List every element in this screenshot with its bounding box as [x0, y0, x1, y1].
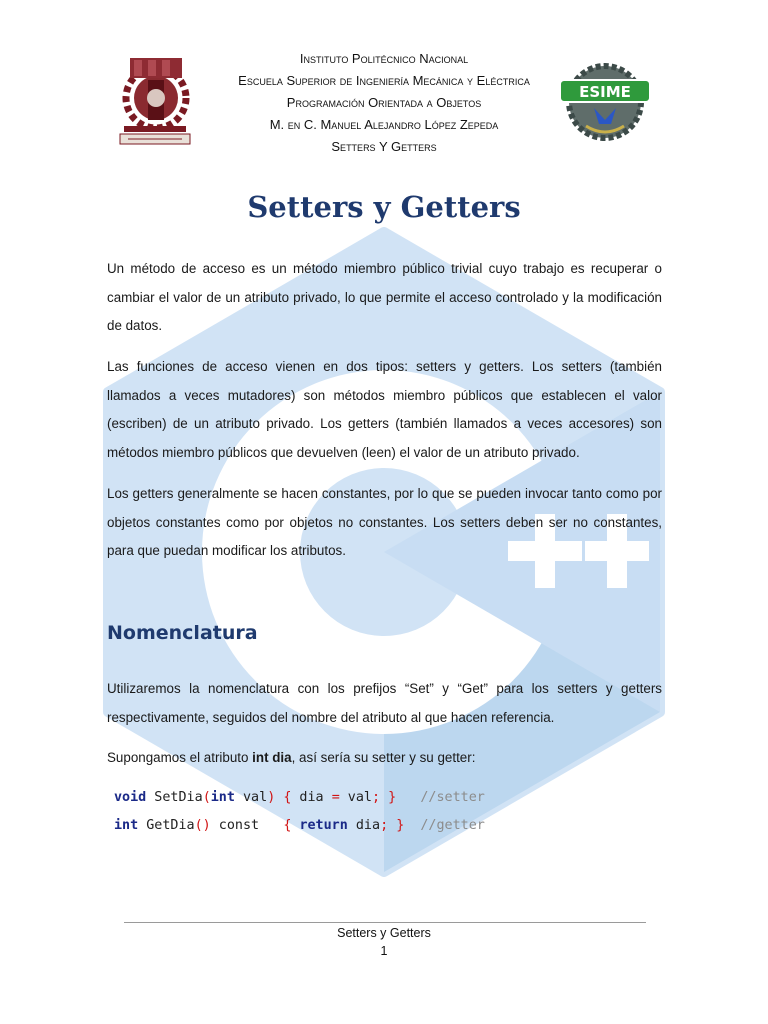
- code-identifier: dia: [347, 818, 381, 833]
- section-heading-nomenclature: Nomenclatura: [107, 622, 258, 644]
- footer-divider: [124, 922, 646, 923]
- code-symbol: {: [283, 790, 292, 805]
- code-symbol: }: [396, 818, 405, 833]
- header-school: Escuela Superior de Ingeniería Mecánica y Eléctrica: [238, 73, 530, 88]
- code-symbol: ;: [380, 818, 389, 833]
- code-keyword: return: [299, 818, 348, 833]
- code-keyword: int: [114, 818, 139, 833]
- code-keyword: void: [114, 790, 147, 805]
- paragraph-const-getters: Los getters generalmente se hacen constantes, por lo que se pueden invocar tanto como por objetos constantes como por objetos no constantes. Los setters deben ser no constantes, para que puedan modificar los atributos.: [107, 486, 662, 558]
- page-number: 1: [380, 944, 388, 958]
- code-identifier: val: [234, 790, 268, 805]
- header-institution: Instituto Politécnico Nacional: [299, 51, 469, 66]
- code-line-setter: [114, 784, 674, 812]
- header-instructor: M. en C. Manuel Alejandro López Zepeda: [269, 117, 499, 132]
- paragraph-nomenclature: Utilizaremos la nomenclatura con los prefijos “Set” y “Get” para los setters y getters respectivamente, seguidos del nombre del atributo al que hacen referencia.: [107, 681, 662, 725]
- page-title: Setters y Getters: [247, 190, 521, 224]
- esime-logo: [556, 62, 654, 142]
- paragraph-example-intro: [107, 744, 662, 773]
- esime-logo-text: ESIME: [579, 83, 631, 101]
- code-space: [396, 790, 420, 805]
- example-intro-bold: int dia: [252, 750, 292, 765]
- code-identifier: const: [210, 818, 284, 833]
- code-comment: //setter: [420, 790, 485, 805]
- header-course: Programación Orientada a Objetos: [286, 95, 482, 110]
- code-comment: //getter: [420, 818, 485, 833]
- code-keyword: int: [210, 790, 235, 805]
- paragraph-access-method: Un método de acceso es un método miembro público trivial cuyo trabajo es recuperar o cambiar el valor de un atributo privado, lo que permite el acceso controlado y la modificación de datos.: [107, 261, 662, 333]
- code-symbol: (: [202, 790, 211, 805]
- code-space: [404, 818, 420, 833]
- example-intro-after: , así sería su setter y su getter:: [291, 750, 476, 765]
- footer-title: Setters y Getters: [337, 926, 431, 940]
- header-topic: Setters Y Getters: [331, 139, 437, 154]
- example-intro-before: Supongamos el atributo: [107, 750, 253, 765]
- code-symbol: {: [283, 818, 292, 833]
- code-symbol: ;: [372, 790, 381, 805]
- code-identifier: val: [339, 790, 372, 805]
- code-space: [388, 818, 396, 833]
- code-identifier: dia: [291, 790, 332, 805]
- code-identifier: SetDia: [146, 790, 203, 805]
- code-symbol: ): [267, 790, 276, 805]
- code-line-getter: [114, 812, 674, 840]
- code-space: [380, 790, 388, 805]
- code-identifier: GetDia: [138, 818, 195, 833]
- paragraph-access-types: Las funciones de acceso vienen en dos tipos: setters y getters. Los setters (también llamados a veces mutadores) son métodos miembro públicos que establecen el valor (escriben) de un atributo privado. Los getters (también llamados a veces accesores) son métodos miembro públicos que devuelven (leen) el valor de un atributo privado.: [107, 359, 662, 460]
- code-symbol: =: [331, 790, 340, 805]
- code-symbol: }: [388, 790, 397, 805]
- code-symbol: (): [194, 818, 211, 833]
